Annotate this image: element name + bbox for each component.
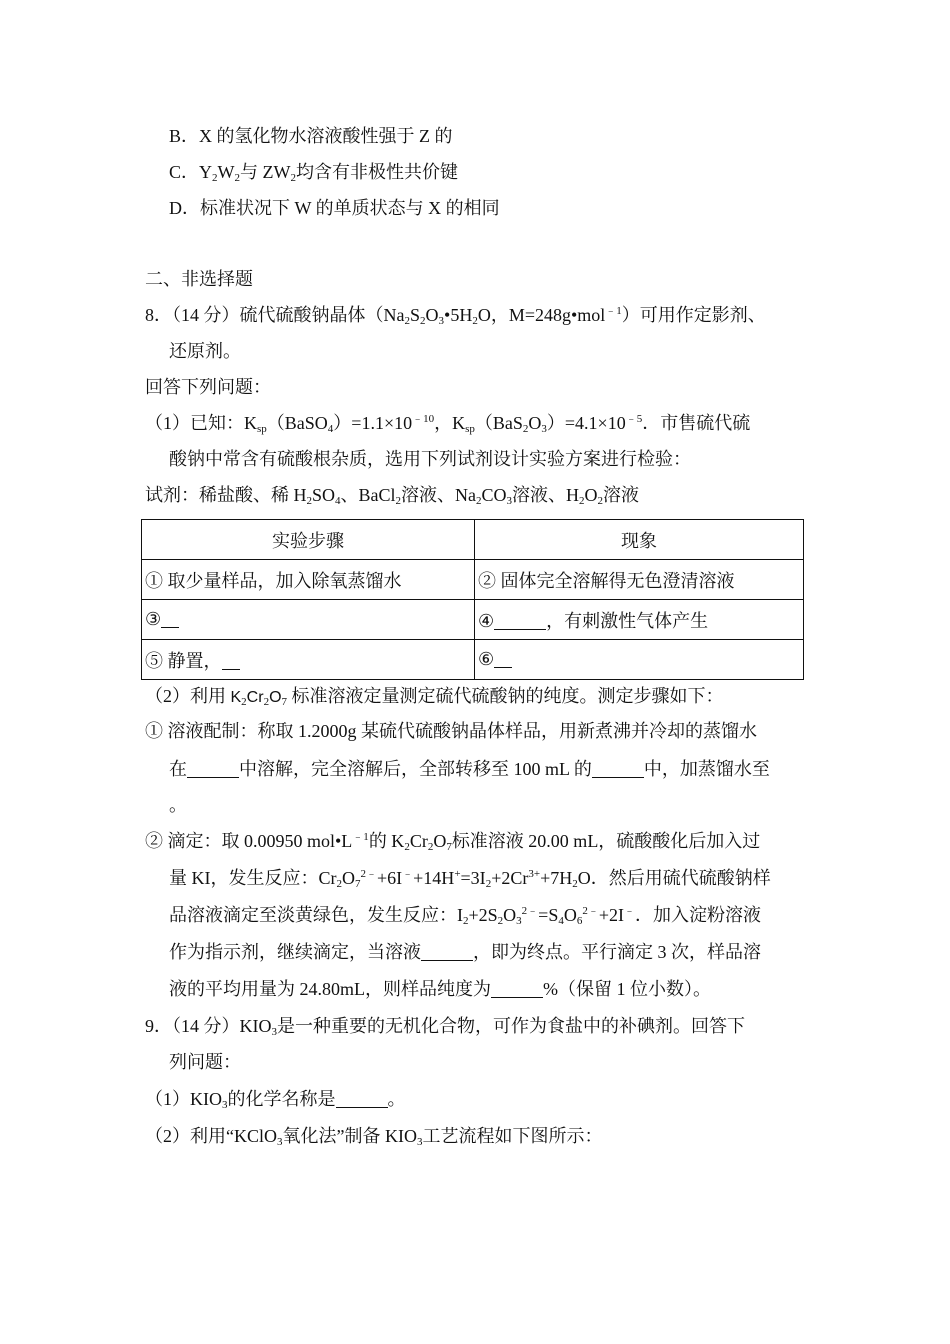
row3-step: ⑤ 静置， (142, 640, 475, 680)
q9-part2: （2）利用“KClO$_3$氧化法”制备 $KIO_3$工艺流程如下图所示： (145, 1126, 603, 1148)
row2-phenomenon: ④ ，有刺激性气体产生 (475, 600, 804, 640)
q8-step2-line5: 液的平均用量为 24.80mL，则样品纯度为 %（保留 1 位小数）。 (169, 979, 711, 999)
q8-reagents: 试剂：稀盐酸、稀 $H_2SO_4$、BaCl$_2$溶液、$Na_2CO_3$溶液、$H_2O_2$溶液 (145, 485, 640, 507)
option-d: D．标准状况下 W 的单质状态与 X 的相同 (169, 198, 500, 218)
table-row (142, 640, 804, 680)
q8-step2-line4: 作为指示剂，继续滴定，当溶液 ，即为终点。平行滴定 3 次，样品溶 (169, 942, 761, 962)
q8-part1-line2: 酸钠中常含有硫酸根杂质，选用下列试剂设计实验方案进行检验： (169, 449, 691, 469)
q8-step2-line3: 品溶液滴定至淡黄绿色，发生反应：$I_2+2S_2O_3^{2﹣}=S_4O_6^{2﹣}+2I^﹣$．加入淀粉溶液 (169, 905, 761, 927)
q8-step1-line2: 在 中溶解，完全溶解后，全部转移至 100 mL 的 中，加蒸馏水至 (169, 759, 770, 779)
answer-blank[interactable] (491, 981, 543, 998)
q8-part2-title: （2）利用 $K_2Cr_2O_7$ 标准溶液定量测定硫代硫酸钠的纯度。测定步骤如下： (145, 686, 724, 708)
experiment-table (141, 519, 804, 680)
q8-prompt: 回答下列问题： (145, 377, 271, 397)
answer-blank[interactable] (222, 653, 240, 670)
table-row (142, 560, 804, 600)
answer-blank[interactable] (592, 761, 644, 778)
answer-blank[interactable] (421, 944, 473, 961)
row1-step: ① 取少量样品，加入除氧蒸馏水 (142, 560, 475, 600)
row1-phenomenon: ② 固体完全溶解得无色澄清溶液 (475, 560, 804, 600)
header-phenomenon: 现象 (475, 520, 804, 560)
option-b: B．X 的氢化物水溶液酸性强于 Z 的 (169, 126, 453, 146)
table-row (142, 600, 804, 640)
q9-stem-line1: 9．（14 分）$KIO_3$是一种重要的无机化合物，可作为食盐中的补碘剂。回答下 (145, 1016, 745, 1038)
q8-part1-line1: （1）已知：$K_{sp}(BaSO_4)=1.1\times 10^{﹣10}$，$K_{sp}(BaS_2O_3)=4.1\times 10^{﹣5}$．市售硫代硫 (145, 413, 751, 435)
q8-step1-line1: ① 溶液配制：称取 1.2000g 某硫代硫酸钠晶体样品，用新煮沸并冷却的蒸馏水 (145, 721, 757, 741)
header-step: 实验步骤 (142, 520, 475, 560)
q9-part1: $(1)KIO_3$的化学名称是 。 (145, 1089, 406, 1111)
table-header-row (142, 520, 804, 560)
q9-stem-line2: 列问题： (169, 1052, 241, 1072)
q8-stem-line2: 还原剂。 (169, 341, 241, 361)
row2-step: ③ (142, 600, 475, 640)
answer-blank[interactable] (336, 1091, 388, 1108)
answer-blank[interactable] (161, 611, 179, 628)
q8-step2-line1: ② 滴定：取 0.00950 $mol•L^{﹣1}$的 $K_2Cr_2O_7$标准溶液 20.00 mL，硫酸酸化后加入过 (145, 831, 761, 853)
row3-phenomenon: ⑥ (475, 640, 804, 680)
option-c: C．$Y_2W_2$与 $ZW_2$均含有非极性共价键 (169, 162, 458, 184)
answer-blank[interactable] (494, 651, 512, 668)
answer-blank[interactable] (494, 613, 546, 630)
q8-step2-line2: 量 KI，发生反应：$Cr_2O_7^{2﹣}+6I^﹣+14H^+=3I_2+2Cr^{3+}+7H_2O$．然后用硫代硫酸钠样 (169, 868, 771, 890)
q8-stem-line1: 8．（14 分）硫代硫酸钠晶体（$Na_2S_2O_3•5H_2O$，M=248g•mol$^{﹣1}$）可用作定影剂、 (145, 305, 766, 327)
section-title: 二、非选择题 (145, 269, 253, 289)
answer-blank[interactable] (187, 761, 239, 778)
q8-step1-line3: 。 (169, 795, 187, 815)
